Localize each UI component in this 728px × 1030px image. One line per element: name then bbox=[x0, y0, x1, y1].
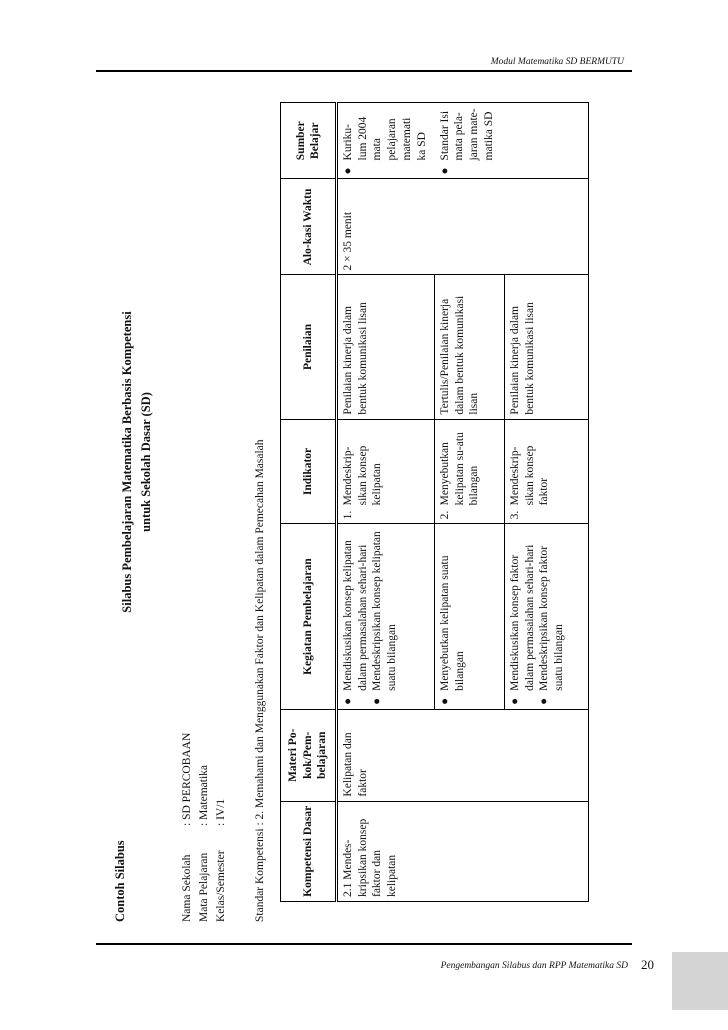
info-label: Mata Pelajaran bbox=[198, 852, 210, 922]
table-row bbox=[337, 103, 435, 902]
cell-penilaian: Tertulis/Penilaian kinerja dalam bentuk komunikasi lisan bbox=[435, 275, 505, 419]
rotated-syllabus bbox=[108, 82, 628, 922]
cell-kegiatan bbox=[337, 524, 435, 710]
cell-penilaian: Penilaian kinerja dalam bentuk komunikasi lisan bbox=[505, 275, 589, 419]
cell-sumber bbox=[505, 103, 589, 179]
page-tab bbox=[672, 952, 728, 1010]
info-value: : Matematika bbox=[198, 765, 210, 826]
info-row bbox=[180, 733, 197, 922]
list-item: ● Standar Isi mata pela-jaran mate-matika SD bbox=[438, 108, 495, 175]
cell-kegiatan bbox=[505, 524, 589, 710]
cell-indikator: 2. Menyebutkan kelipatan su-atu bilangan bbox=[435, 419, 505, 524]
col-materi: Materi Po-kok/Pem-belajaran bbox=[281, 709, 337, 801]
cell-indikator: 1. Mendeskrip-sikan konsep kelipatan bbox=[337, 419, 435, 524]
header-rule bbox=[96, 70, 632, 72]
cell-alokasi: 2 × 35 menit bbox=[337, 179, 589, 275]
info-value: : SD PERCOBAAN bbox=[181, 732, 193, 826]
col-indikator: Indikator bbox=[281, 419, 337, 524]
info-value: : IV/1 bbox=[215, 798, 227, 826]
syllabus-title-line2: untuk Sekolah Dasar (SD) bbox=[138, 392, 153, 532]
info-label: Nama Sekolah bbox=[181, 854, 193, 922]
syllabus-title bbox=[118, 202, 156, 722]
cell-sumber bbox=[337, 103, 435, 179]
col-penilaian: Penilaian bbox=[281, 275, 337, 419]
standar-kompetensi: Standar Kompetensi : 2. Memahami dan Menggunakan Faktor dan Kelipatan dalam Pemecahan Masalah bbox=[254, 439, 266, 922]
running-header: Modul Matematika SD BERMUTU bbox=[490, 57, 624, 67]
cell-penilaian: Penilaian kinerja dalam bentuk komunikasi lisan bbox=[337, 275, 435, 419]
info-row bbox=[214, 733, 231, 922]
list-item: ● Mendiskusikan konsep faktor dalam permasalahan sehari-hari bbox=[509, 544, 536, 705]
page-number: 20 bbox=[641, 957, 654, 972]
cell-sumber bbox=[435, 103, 505, 179]
info-label: Kelas/Semester bbox=[215, 850, 227, 922]
syllabus-title-line1: Silabus Pembelajaran Matematika Berbasis Kompetensi bbox=[120, 311, 134, 613]
footer-rule bbox=[96, 943, 632, 945]
col-kegiatan: Kegiatan Pembelajaran bbox=[281, 524, 337, 710]
running-footer: Pengembangan Silabus dan RPP Matematika SD bbox=[440, 961, 628, 971]
cell-indikator: 3. Mendeskrip-sikan konsep faktor bbox=[505, 419, 589, 524]
table-header-row bbox=[281, 103, 337, 902]
col-kompetensi: Kompetensi Dasar bbox=[281, 801, 337, 901]
info-row bbox=[197, 733, 214, 922]
cell-kegiatan bbox=[435, 524, 505, 710]
list-item: ● Mendiskusikan konsep kelipatan dalam permasalahan sehari-hari bbox=[342, 540, 369, 705]
col-alokasi: Alo-kasi Waktu bbox=[281, 179, 337, 275]
cell-kompetensi: 2.1 Mendes-kripsikan konsep faktor dan kelipatan bbox=[337, 801, 589, 901]
school-info bbox=[180, 733, 231, 922]
syllabus-table bbox=[280, 102, 589, 902]
list-item: ● Kuriku-lum 2004 mata pelajaran matemati ka SD bbox=[342, 116, 428, 175]
list-item: ● Mendeskripsikan konsep faktor suatu bilangan bbox=[538, 545, 566, 705]
col-sumber: Sumber Belajar bbox=[281, 103, 337, 179]
list-item: ● Mendeskripsikan konsep kelipatan suatu bilangan bbox=[371, 531, 399, 705]
contoh-label: Contoh Silabus bbox=[113, 840, 127, 922]
cell-materi: Kelipatan dan faktor bbox=[337, 709, 589, 801]
list-item: ● Menyebutkan kelipatan suatu bilangan bbox=[439, 555, 466, 705]
